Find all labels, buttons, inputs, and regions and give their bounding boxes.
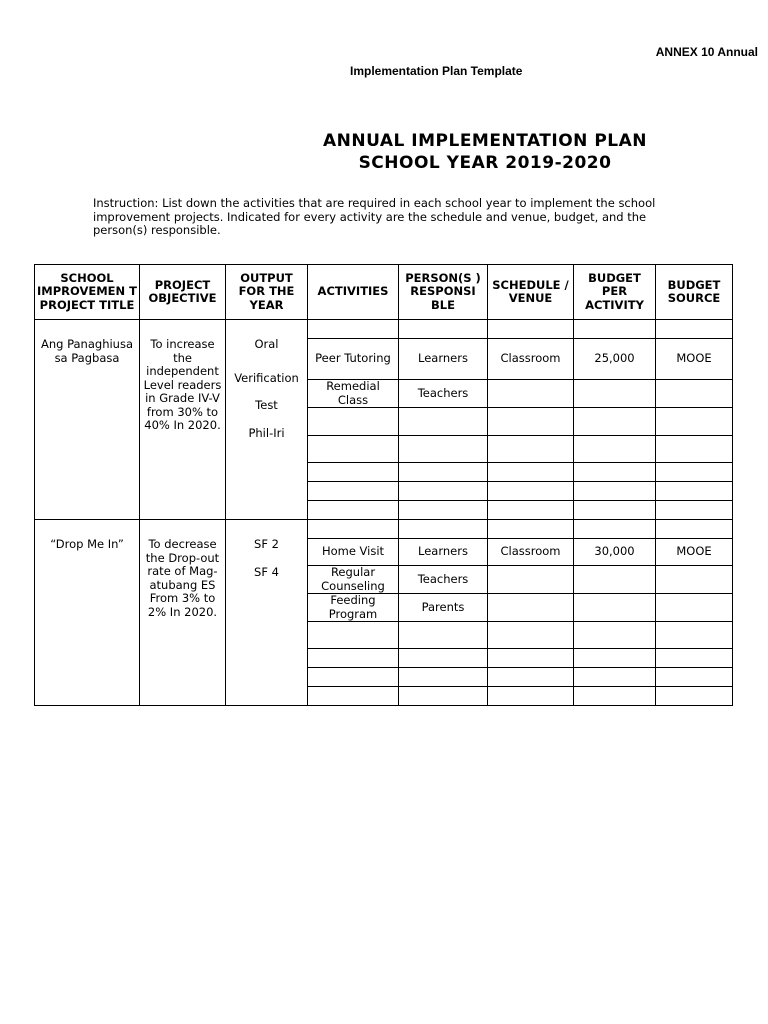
person-cell: Teachers xyxy=(399,380,488,408)
person-cell xyxy=(399,668,488,687)
column-header: SCHOOL IMPROVEMEN T PROJECT TITLE xyxy=(35,265,140,320)
budget-cell xyxy=(574,408,656,436)
table-row xyxy=(35,520,733,539)
column-header: ACTIVITIES xyxy=(308,265,399,320)
activity-cell: Regular Counseling xyxy=(308,566,399,594)
output-item: Verification xyxy=(234,370,299,385)
implementation-plan-table xyxy=(34,264,733,706)
person-cell xyxy=(399,520,488,539)
project-objective-cell: To decrease the Drop-out rate of Mag-atubang ES From 3% to 2% In 2020. xyxy=(140,520,226,706)
activity-cell: Remedial Class xyxy=(308,380,399,408)
project-title-cell: “Drop Me In” xyxy=(35,520,140,706)
output-item: Phil-Iri xyxy=(248,425,285,440)
budget-cell xyxy=(574,687,656,706)
activity-cell xyxy=(308,622,399,649)
schedule-cell xyxy=(488,320,574,339)
source-cell: MOOE xyxy=(656,339,733,380)
person-cell xyxy=(399,622,488,649)
budget-cell xyxy=(574,566,656,594)
source-cell xyxy=(656,408,733,436)
activity-cell xyxy=(308,482,399,501)
budget-cell xyxy=(574,594,656,622)
schedule-cell xyxy=(488,668,574,687)
template-title: Implementation Plan Template xyxy=(350,64,523,78)
column-header: BUDGET SOURCE xyxy=(656,265,733,320)
budget-cell xyxy=(574,463,656,482)
budget-cell xyxy=(574,482,656,501)
person-cell xyxy=(399,408,488,436)
activity-cell: Feeding Program xyxy=(308,594,399,622)
header-row xyxy=(35,265,733,320)
source-cell xyxy=(656,687,733,706)
person-cell xyxy=(399,501,488,520)
budget-cell xyxy=(574,501,656,520)
schedule-cell xyxy=(488,622,574,649)
title-line-2: SCHOOL YEAR 2019-2020 xyxy=(358,153,612,173)
spacer xyxy=(228,352,305,372)
table-row xyxy=(35,320,733,339)
person-cell: Teachers xyxy=(399,566,488,594)
budget-cell xyxy=(574,649,656,668)
project-output-cell xyxy=(226,320,308,520)
schedule-cell: Classroom xyxy=(488,539,574,566)
activity-cell xyxy=(308,687,399,706)
person-cell xyxy=(399,687,488,706)
annex-label: ANNEX 10 Annual xyxy=(655,45,758,59)
page-title xyxy=(300,130,670,174)
activity-cell xyxy=(308,520,399,539)
budget-cell: 25,000 xyxy=(574,339,656,380)
schedule-cell xyxy=(488,649,574,668)
person-cell: Learners xyxy=(399,339,488,380)
activity-cell: Peer Tutoring xyxy=(308,339,399,380)
column-header: OUTPUT FOR THE YEAR xyxy=(226,265,308,320)
schedule-cell xyxy=(488,520,574,539)
activity-cell xyxy=(308,320,399,339)
activity-cell xyxy=(308,436,399,463)
instruction-text: Instruction: List down the activities that are required in each school year to implement the school improvement projects. Indicated for every activity are the schedule and venue, budget, and the person(s) responsible. xyxy=(93,196,656,237)
title-line-1: ANNUAL IMPLEMENTATION PLAN xyxy=(322,131,647,151)
activity-cell xyxy=(308,501,399,520)
person-cell xyxy=(399,463,488,482)
source-cell xyxy=(656,520,733,539)
source-cell xyxy=(656,436,733,463)
source-cell xyxy=(656,594,733,622)
source-cell xyxy=(656,463,733,482)
source-cell xyxy=(656,380,733,408)
output-item: Test xyxy=(255,398,278,412)
schedule-cell: Classroom xyxy=(488,339,574,380)
source-cell xyxy=(656,668,733,687)
schedule-cell xyxy=(488,380,574,408)
person-cell: Learners xyxy=(399,539,488,566)
spacer xyxy=(228,385,305,399)
schedule-cell xyxy=(488,687,574,706)
output-item: Oral xyxy=(254,337,279,351)
budget-cell xyxy=(574,380,656,408)
person-cell: Parents xyxy=(399,594,488,622)
column-header: BUDGET PER ACTIVITY xyxy=(574,265,656,320)
source-cell: MOOE xyxy=(656,539,733,566)
source-cell xyxy=(656,501,733,520)
schedule-cell xyxy=(488,482,574,501)
output-item: SF 4 xyxy=(254,564,279,579)
person-cell xyxy=(399,649,488,668)
spacer xyxy=(228,552,305,566)
output-item: SF 2 xyxy=(254,537,279,551)
schedule-cell xyxy=(488,408,574,436)
project-objective-cell: To increase the independent Level readers in Grade IV-V from 30% to 40% In 2020. xyxy=(140,320,226,520)
source-cell xyxy=(656,482,733,501)
person-cell xyxy=(399,436,488,463)
person-cell xyxy=(399,320,488,339)
budget-cell xyxy=(574,622,656,649)
schedule-cell xyxy=(488,594,574,622)
schedule-cell xyxy=(488,436,574,463)
budget-cell: 30,000 xyxy=(574,539,656,566)
activity-cell xyxy=(308,649,399,668)
budget-cell xyxy=(574,520,656,539)
budget-cell xyxy=(574,320,656,339)
source-cell xyxy=(656,649,733,668)
schedule-cell xyxy=(488,463,574,482)
source-cell xyxy=(656,622,733,649)
spacer xyxy=(228,413,305,427)
source-cell xyxy=(656,566,733,594)
budget-cell xyxy=(574,668,656,687)
project-output-cell xyxy=(226,520,308,706)
source-cell xyxy=(656,320,733,339)
schedule-cell xyxy=(488,501,574,520)
project-title-cell: Ang Panaghiusa sa Pagbasa xyxy=(35,320,140,520)
activity-cell xyxy=(308,463,399,482)
column-header: PROJECT OBJECTIVE xyxy=(140,265,226,320)
person-cell xyxy=(399,482,488,501)
column-header: PERSON(S ) RESPONSI BLE xyxy=(399,265,488,320)
activity-cell xyxy=(308,408,399,436)
activity-cell: Home Visit xyxy=(308,539,399,566)
budget-cell xyxy=(574,436,656,463)
activity-cell xyxy=(308,668,399,687)
schedule-cell xyxy=(488,566,574,594)
column-header: SCHEDULE / VENUE xyxy=(488,265,574,320)
